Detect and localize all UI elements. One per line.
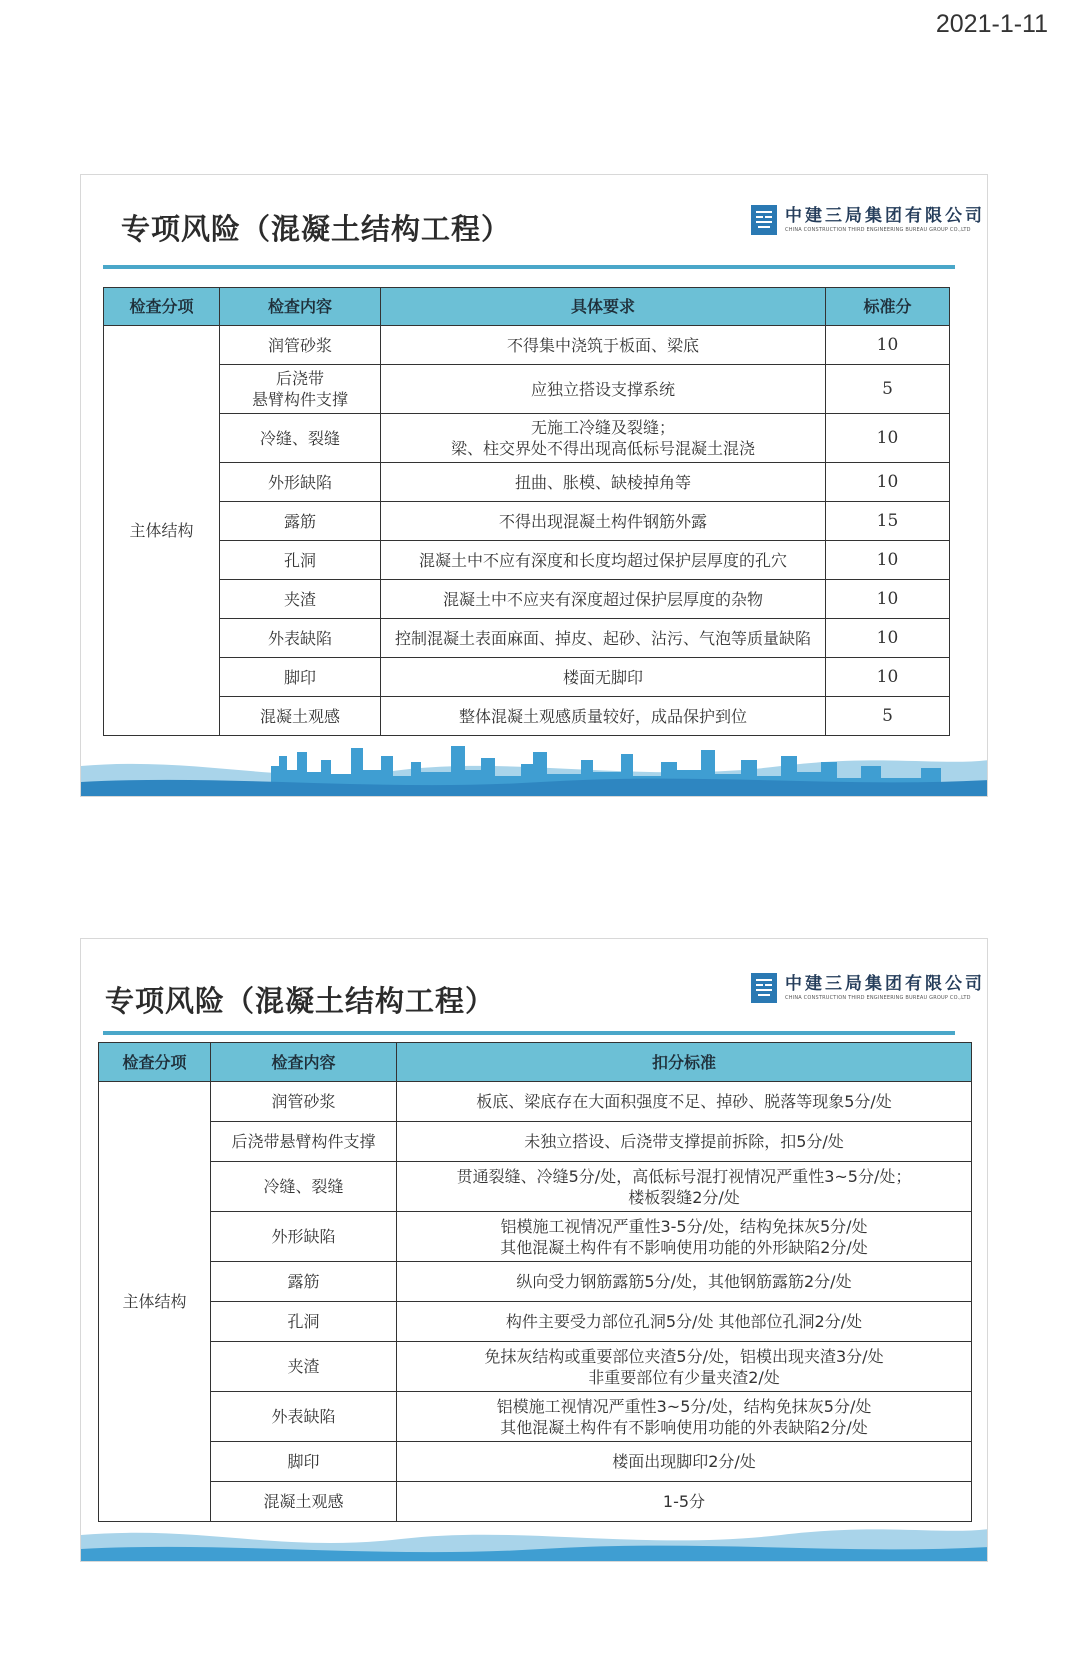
requirement-cell: 楼面无脚印 xyxy=(381,658,826,697)
item-cell: 外形缺陷 xyxy=(211,1212,397,1262)
table-row xyxy=(99,1212,972,1262)
deduction-cell: 未独立搭设、后浇带支撑提前拆除，扣5分/处 xyxy=(397,1122,972,1162)
deduction-cell: 构件主要受力部位孔洞5分/处 其他部位孔洞2分/处 xyxy=(397,1302,972,1342)
slide-requirements xyxy=(80,174,988,797)
score-cell: 10 xyxy=(826,326,950,365)
table-row xyxy=(104,502,950,541)
score-cell: 10 xyxy=(826,658,950,697)
title-divider xyxy=(103,265,955,269)
requirement-cell: 无施工冷缝及裂缝； 梁、柱交界处不得出现高低标号混凝土混浇 xyxy=(381,414,826,463)
table-row xyxy=(99,1342,972,1392)
item-cell: 孔洞 xyxy=(211,1302,397,1342)
requirement-cell: 应独立搭设支撑系统 xyxy=(381,365,826,414)
header-category: 检查分项 xyxy=(104,288,220,326)
item-cell: 后浇带悬臂构件支撑 xyxy=(211,1122,397,1162)
table-row xyxy=(104,580,950,619)
slide-deductions xyxy=(80,938,988,1562)
city-skyline-footer xyxy=(81,1491,988,1561)
item-cell: 混凝土观感 xyxy=(220,697,381,736)
score-cell: 10 xyxy=(826,414,950,463)
table-row xyxy=(99,1392,972,1442)
requirement-cell: 扭曲、胀模、缺棱掉角等 xyxy=(381,463,826,502)
item-cell: 脚印 xyxy=(220,658,381,697)
company-name-en: CHINA CONSTRUCTION THIRD ENGINEERING BUREAU GROUP CO.,LTD xyxy=(785,227,971,233)
table-row xyxy=(104,619,950,658)
item-cell: 孔洞 xyxy=(220,541,381,580)
company-name-cn: 中建三局集团有限公司 xyxy=(785,974,985,994)
item-cell: 外表缺陷 xyxy=(220,619,381,658)
item-cell: 外形缺陷 xyxy=(220,463,381,502)
table-row xyxy=(104,326,950,365)
item-cell: 外表缺陷 xyxy=(211,1392,397,1442)
deduction-cell: 免抹灰结构或重要部位夹渣5分/处，铝模出现夹渣3分/处 非重要部位有少量夹渣2/处 xyxy=(397,1342,972,1392)
table-row xyxy=(104,414,950,463)
table-row xyxy=(99,1262,972,1302)
table-row xyxy=(99,1122,972,1162)
header-deduction: 扣分标准 xyxy=(397,1043,972,1082)
item-cell: 润管砂浆 xyxy=(211,1082,397,1122)
page-date: 2021-1-11 xyxy=(935,10,1048,38)
requirement-cell: 混凝土中不应夹有深度超过保护层厚度的杂物 xyxy=(381,580,826,619)
score-cell: 15 xyxy=(826,502,950,541)
requirement-cell: 控制混凝土表面麻面、掉皮、起砂、沾污、气泡等质量缺陷 xyxy=(381,619,826,658)
deduction-cell: 板底、梁底存在大面积强度不足、掉砂、脱落等现象5分/处 xyxy=(397,1082,972,1122)
item-cell: 夹渣 xyxy=(211,1342,397,1392)
score-cell: 10 xyxy=(826,580,950,619)
requirement-cell: 整体混凝土观感质量较好，成品保护到位 xyxy=(381,697,826,736)
cscec-logo-icon xyxy=(751,205,777,235)
deduction-cell: 纵向受力钢筋露筋5分/处，其他钢筋露筋2分/处 xyxy=(397,1262,972,1302)
score-cell: 10 xyxy=(826,541,950,580)
requirements-table xyxy=(103,287,950,736)
item-cell: 夹渣 xyxy=(220,580,381,619)
item-cell: 润管砂浆 xyxy=(220,326,381,365)
company-logo xyxy=(751,973,985,1003)
table-row xyxy=(104,463,950,502)
item-cell: 露筋 xyxy=(211,1262,397,1302)
item-cell: 冷缝、裂缝 xyxy=(211,1162,397,1212)
table-row xyxy=(104,541,950,580)
requirement-cell: 不得集中浇筑于板面、梁底 xyxy=(381,326,826,365)
item-cell: 混凝土观感 xyxy=(211,1482,397,1522)
table-row xyxy=(99,1442,972,1482)
deduction-cell: 贯通裂缝、冷缝5分/处，高低标号混打视情况严重性3~5分/处； 楼板裂缝2分/处 xyxy=(397,1162,972,1212)
item-cell: 露筋 xyxy=(220,502,381,541)
item-cell: 脚印 xyxy=(211,1442,397,1482)
title-divider xyxy=(103,1031,955,1035)
deductions-table xyxy=(98,1042,972,1522)
table-row xyxy=(99,1082,972,1122)
item-cell: 后浇带 悬臂构件支撑 xyxy=(220,365,381,414)
score-cell: 10 xyxy=(826,619,950,658)
company-name-en: CHINA CONSTRUCTION THIRD ENGINEERING BUREAU GROUP CO.,LTD xyxy=(785,995,971,1001)
deduction-cell: 铝模施工视情况严重性3~5分/处，结构免抹灰5分/处 其他混凝土构件有不影响使用功能的外表缺陷2分/处 xyxy=(397,1392,972,1442)
table-row xyxy=(99,1302,972,1342)
score-cell: 10 xyxy=(826,463,950,502)
score-cell: 5 xyxy=(826,697,950,736)
requirement-cell: 不得出现混凝土构件钢筋外露 xyxy=(381,502,826,541)
company-logo xyxy=(751,205,985,235)
requirement-cell: 混凝土中不应有深度和长度均超过保护层厚度的孔穴 xyxy=(381,541,826,580)
header-score: 标准分 xyxy=(826,288,950,326)
table-row xyxy=(104,658,950,697)
deduction-cell: 楼面出现脚印2分/处 xyxy=(397,1442,972,1482)
table-row xyxy=(99,1162,972,1212)
company-name-cn: 中建三局集团有限公司 xyxy=(785,206,985,226)
slide-title: 专项风险（混凝土结构工程） xyxy=(105,984,496,1018)
slide-title: 专项风险（混凝土结构工程） xyxy=(121,212,512,246)
category-cell: 主体结构 xyxy=(99,1082,211,1522)
score-cell: 5 xyxy=(826,365,950,414)
table-row xyxy=(104,365,950,414)
item-cell: 冷缝、裂缝 xyxy=(220,414,381,463)
header-item: 检查内容 xyxy=(220,288,381,326)
category-cell: 主体结构 xyxy=(104,326,220,736)
header-requirement: 具体要求 xyxy=(381,288,826,326)
cscec-logo-icon xyxy=(751,973,777,1003)
header-category: 检查分项 xyxy=(99,1043,211,1082)
city-skyline-footer xyxy=(81,726,988,796)
deduction-cell: 1-5分 xyxy=(397,1482,972,1522)
deduction-cell: 铝模施工视情况严重性3-5分/处，结构免抹灰5分/处 其他混凝土构件有不影响使用功能的外形缺陷2分/处 xyxy=(397,1212,972,1262)
header-item: 检查内容 xyxy=(211,1043,397,1082)
